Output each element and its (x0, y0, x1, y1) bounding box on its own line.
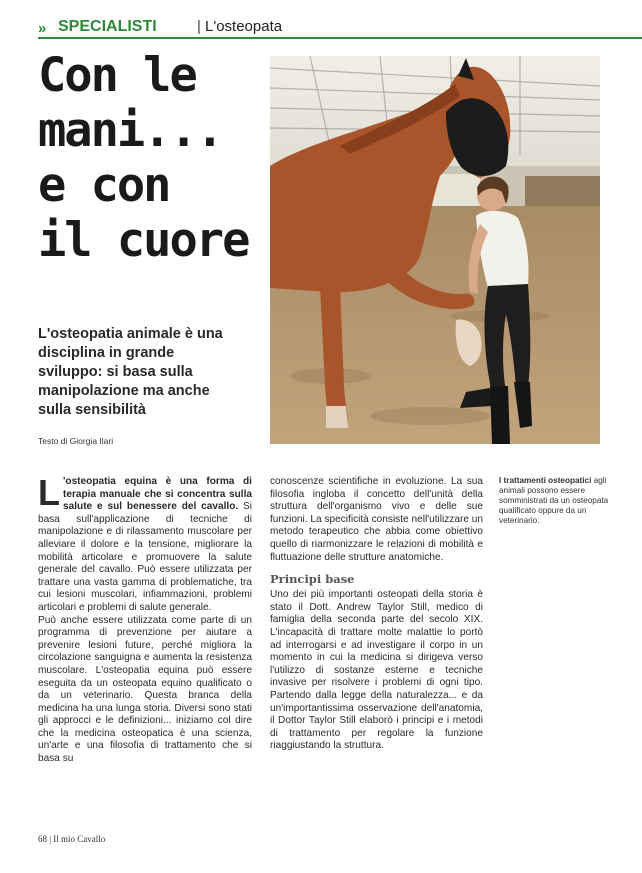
photo-caption (499, 476, 609, 526)
caption-text: agli animali possono essere somministrati da un osteopata qualificato oppure da un veterinario. (499, 476, 609, 525)
section-subheading: Principi base (270, 572, 355, 587)
paragraph: conoscenze scientifiche in evoluzione. La sua filosofia ingloba il concetto dell'unità della struttura dell'organismo vivo e delle sue funzioni. La specificità consiste nell'utilizzare un metodo terapeutico che abbia come obiettivo quello di riarmonizzare le relazioni di mobilità e fluttuazione delle strutture anatomiche. (270, 476, 483, 563)
article-subtitle: L'osteopatia animale è una disciplina in grande sviluppo: si basa sulla manipolazione ma anche sulla sensibilità (38, 326, 223, 418)
title-line: il cuore (38, 213, 249, 268)
paragraph-text: Si basa sull'applicazione di tecniche di manipolazione e di rilassamento muscolare per alleviare il dolore e la tensione, migliorare la mobilità articolare e promuovere la salute generale del cavallo. Può essere utilizzata per trattare una vasta gamma di problematiche, tra cui lesioni muscolari, infiammazioni, problemi articolari e problemi di salute generale. (38, 501, 252, 613)
article-title (38, 48, 263, 268)
horse-photo-icon (270, 56, 600, 444)
page-footer: 68 | Il mio Cavallo (38, 834, 106, 844)
section-header (38, 18, 642, 40)
body-column-2 (270, 476, 483, 753)
title-line: Con le (38, 48, 196, 103)
lead-text: 'osteopatia equina è una forma di terapia manuale che si concentra sulla salute e sul benessere del cavallo. (63, 476, 252, 513)
byline: Testo di Giorgia Ilari (38, 436, 114, 446)
drop-cap: L (38, 472, 60, 513)
header-rule (38, 37, 642, 39)
caption-bold: I trattamenti osteopatici (499, 476, 592, 485)
paragraph: Può anche essere utilizzata come parte di un programma di prevenzione per aiutare a prevenire lesioni future, perché migliora la circolazione sanguigna e aumenta la resistenza muscolare. L'osteopatia equina può essere eseguita da un osteopata equino qualificato o da un veterinario. Questa branca della medicina ha una lunga storia. Diversi sono stati gli approcci e le definizioni... iniziamo col dire che la medicina osteopatica è una scienza, un'arte e una filosofia di trattamento che si basa su (38, 614, 252, 765)
topic-label: L'osteopata (205, 18, 283, 35)
title-line: mani... (38, 103, 223, 158)
header-separator: | (197, 18, 201, 35)
horse-photo (270, 56, 600, 444)
paragraph: Uno dei più importanti osteopati della storia è stato il Dott. Andrew Taylor Still, medico di famiglia della seconda parte del secolo XIX. L'incapacità di trattare molte malattie lo portò ad interrogarsi e ad investigare il corpo in un momento in cui la medicina si dirigeva verso l'utilizzo di sostanze esterne e tecniche invasive per risolvere i problemi di ogni tipo. Partendo dalla legge della naturalezza... e da un'importantissima osservazione dell'anatomia, il Dottor Taylor Still elaborò i principi e i metodi di trattamento per regolare la funzione riaggiustando la struttura. (270, 589, 483, 752)
chevron-right-icon: » (38, 20, 44, 37)
title-line: e con (38, 158, 170, 213)
section-label: SPECIALISTI (58, 18, 157, 35)
paragraph (38, 472, 252, 615)
body-column-1 (38, 472, 252, 766)
